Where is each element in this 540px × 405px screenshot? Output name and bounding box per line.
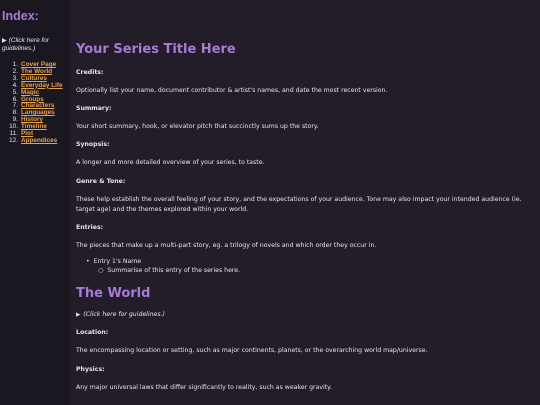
entries-text: The pieces that make up a multi-part story, eg. a trilogy of novels and which order they occur in.	[76, 242, 377, 249]
index-link[interactable]: Everyday Life	[21, 81, 63, 89]
index-link[interactable]: Magic	[21, 88, 40, 96]
index-item-number: 6.	[12, 95, 18, 103]
index-item-number: 3.	[12, 74, 18, 82]
index-link[interactable]: History	[21, 116, 44, 124]
index-link[interactable]: Appendices	[21, 136, 58, 144]
index-link[interactable]: Timeline	[21, 123, 47, 131]
index-link[interactable]: Plot	[21, 130, 34, 138]
index-item-number: 8.	[12, 109, 18, 117]
sidebar-index	[0, 0, 70, 405]
world-guidelines-toggle[interactable]	[76, 311, 165, 318]
index-link[interactable]: Cultures	[21, 74, 47, 82]
genre-tone-label: Genre & Tone:	[76, 178, 126, 185]
genre-tone-text: These help establish the overall feeling of your story, and the expectations of your audience. Tone may also impact your intended audience (ie. target age) and the themes explored within your world.	[76, 196, 522, 213]
entry-name: Entry 1's Name	[93, 258, 142, 265]
index-item-number: 2.	[12, 67, 18, 75]
entries-label: Entries:	[76, 224, 104, 231]
sidebar-guidelines-text: (Click here for guidelines.)	[2, 37, 50, 52]
index-link[interactable]: The World	[21, 67, 53, 75]
location-text: The encompassing location or setting, such as major continents, planets, or the overarching world map/universe.	[76, 347, 428, 354]
index-item	[2, 138, 68, 145]
summary-text: Your short summary, hook, or elevator pitch that succinctly sums up the story.	[76, 123, 319, 130]
summary-label: Summary:	[76, 105, 112, 112]
credits-text: Optionally list your name, document contributor & artist's names, and date the most recent version.	[76, 87, 388, 94]
index-item-number: 11.	[9, 130, 18, 138]
sidebar-title: Index:	[2, 9, 39, 23]
index-item-number: 5.	[12, 88, 18, 96]
index-item-number: 7.	[12, 102, 18, 110]
bullet-dot-icon: •	[86, 258, 90, 265]
bullet-circle-icon: ○	[98, 267, 104, 274]
index-item-number: 10.	[9, 123, 18, 131]
synopsis-label: Synopsis:	[76, 141, 110, 148]
physics-label: Physics:	[76, 366, 105, 373]
index-item-number: 4.	[12, 81, 18, 89]
page-title: Your Series Title Here	[76, 42, 236, 57]
synopsis-text: A longer and more detailed overview of your series, to taste.	[76, 159, 265, 166]
section-title-world: The World	[76, 286, 151, 301]
entry-summary: Summarise of this entry of the series here.	[107, 267, 241, 274]
disclosure-triangle-icon: ▶	[76, 312, 81, 318]
physics-text: Any major universal laws that differ significantly to reality, such as weaker gravity.	[76, 384, 332, 391]
index-link[interactable]: Groups	[21, 95, 44, 103]
world-guidelines-text: (Click here for guidelines.)	[83, 311, 165, 318]
disclosure-triangle-icon: ▶	[2, 38, 7, 44]
index-list	[2, 62, 68, 145]
entry-list-item	[86, 258, 141, 265]
index-item-number: 1.	[12, 61, 18, 68]
index-item-number: 12.	[9, 136, 18, 144]
index-link[interactable]: Characters	[21, 102, 55, 110]
credits-label: Credits:	[76, 69, 104, 76]
location-label: Location:	[76, 329, 109, 336]
index-link[interactable]: Cover Page	[21, 61, 57, 68]
entry-sub-item	[98, 267, 240, 274]
index-link[interactable]: Languages	[21, 109, 55, 117]
sidebar-guidelines-toggle[interactable]	[2, 37, 68, 53]
index-item-number: 9.	[12, 116, 18, 124]
